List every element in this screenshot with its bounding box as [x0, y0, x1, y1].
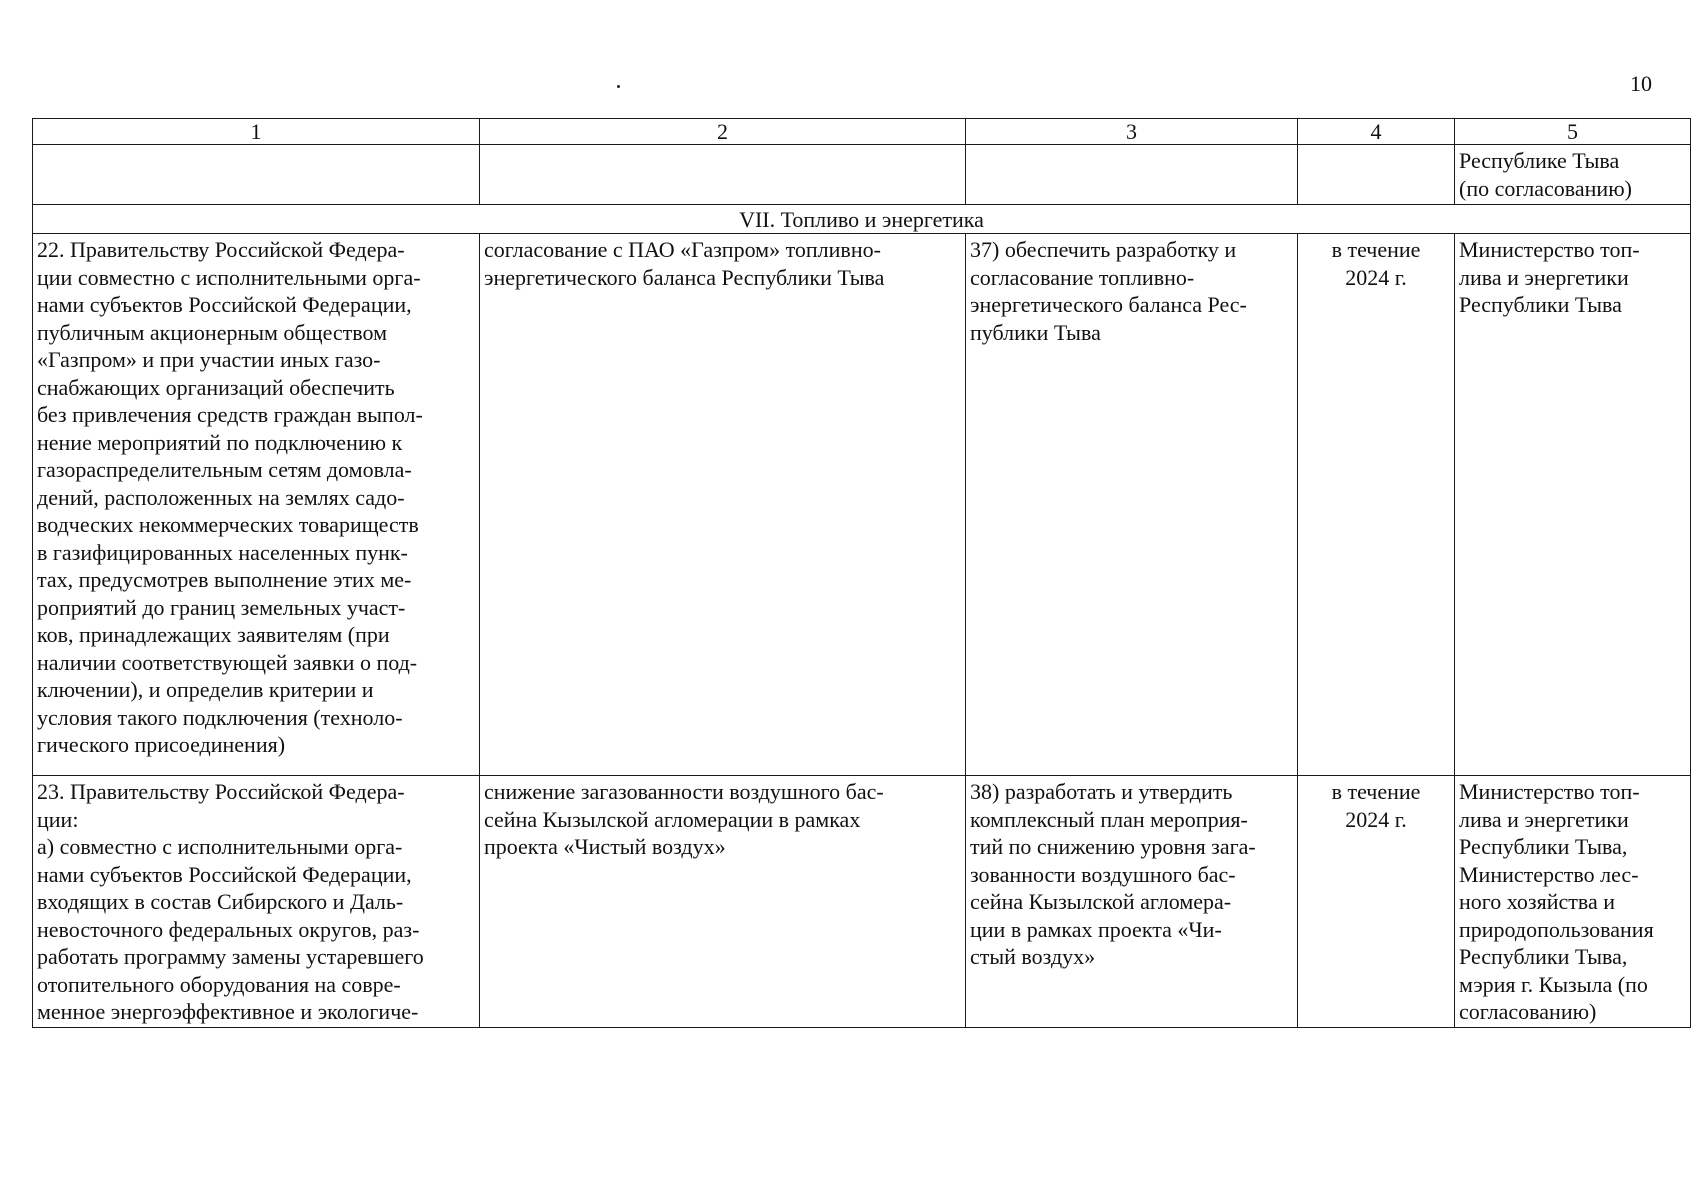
- cell-measure: [33, 145, 480, 205]
- column-header-5: 5: [1455, 119, 1691, 145]
- cell-result: согласование с ПАО «Газпром» топливно- энергетического баланса Республики Тыва: [480, 234, 966, 776]
- cell-result: снижение загазованности воздушного бас- сейна Кызылской агломерации в рамках проекта «Чистый воздух»: [480, 776, 966, 1028]
- column-header-2: 2: [480, 119, 966, 145]
- cell-responsible: Министерство топ- лива и энергетики Республики Тыва, Министерство лес- ного хозяйства и природопользования Республики Тыва, мэрия г. Кызыла (по согласованию): [1455, 776, 1691, 1028]
- cell-deadline: [1298, 145, 1455, 205]
- cell-action: 37) обеспечить разработку и согласование топливно- энергетического баланса Рес- публики Тыва: [966, 234, 1298, 776]
- table-row: [33, 234, 1691, 776]
- cell-measure: 23. Правительству Российской Федера- ции: а) совместно с исполнительными орга- нами субъектов Российской Федерации, входящих в состав Сибирского и Даль- невосточного федеральных округов, раз- работать программу замены устаревшего отопительного оборудования на совре- менное энергоэффективное и экологиче-: [33, 776, 480, 1028]
- section-title: VII. Топливо и энергетика: [33, 205, 1691, 234]
- cell-action: 38) разработать и утвердить комплексный план мероприя- тий по снижению уровня зага- зованности воздушного бас- сейна Кызылской агломера- ции в рамках проекта «Чи- стый воздух»: [966, 776, 1298, 1028]
- column-header-1: 1: [33, 119, 480, 145]
- cell-responsible: Министерство топ- лива и энергетики Республики Тыва: [1455, 234, 1691, 776]
- column-header-4: 4: [1298, 119, 1455, 145]
- cell-responsible: Республике Тыва (по согласованию): [1455, 145, 1691, 205]
- cell-action: [966, 145, 1298, 205]
- cell-result: [480, 145, 966, 205]
- column-number-row: [33, 119, 1691, 145]
- table-row: [33, 776, 1691, 1028]
- continuation-row: [33, 145, 1691, 205]
- cell-measure: 22. Правительству Российской Федера- ции совместно с исполнительными орга- нами субъектов Российской Федерации, публичным акционерным обществом «Газпром» и при участии иных газо- снабжающих организаций обеспечить без привлечения средств граждан выпол- нение мероприятий по подключению к газораспределительным сетям домовла- дений, расположенных на землях садо- водческих некоммерческих товариществ в газифицированных населенных пунк- тах, предусмотрев выполнение этих ме- роприятий до границ земельных участ- ков, принадлежащих заявителям (при наличии соответствующей заявки о под- ключении), и определив критерии и условия такого подключения (техноло- гического присоединения): [33, 234, 480, 776]
- page-number: 10: [1630, 71, 1652, 96]
- cell-deadline: в течение 2024 г.: [1298, 776, 1455, 1028]
- column-header-3: 3: [966, 119, 1298, 145]
- scan-speck: [617, 85, 620, 88]
- cell-deadline: в течение 2024 г.: [1298, 234, 1455, 776]
- section-row: [33, 205, 1691, 234]
- action-plan-table: [32, 118, 1691, 1028]
